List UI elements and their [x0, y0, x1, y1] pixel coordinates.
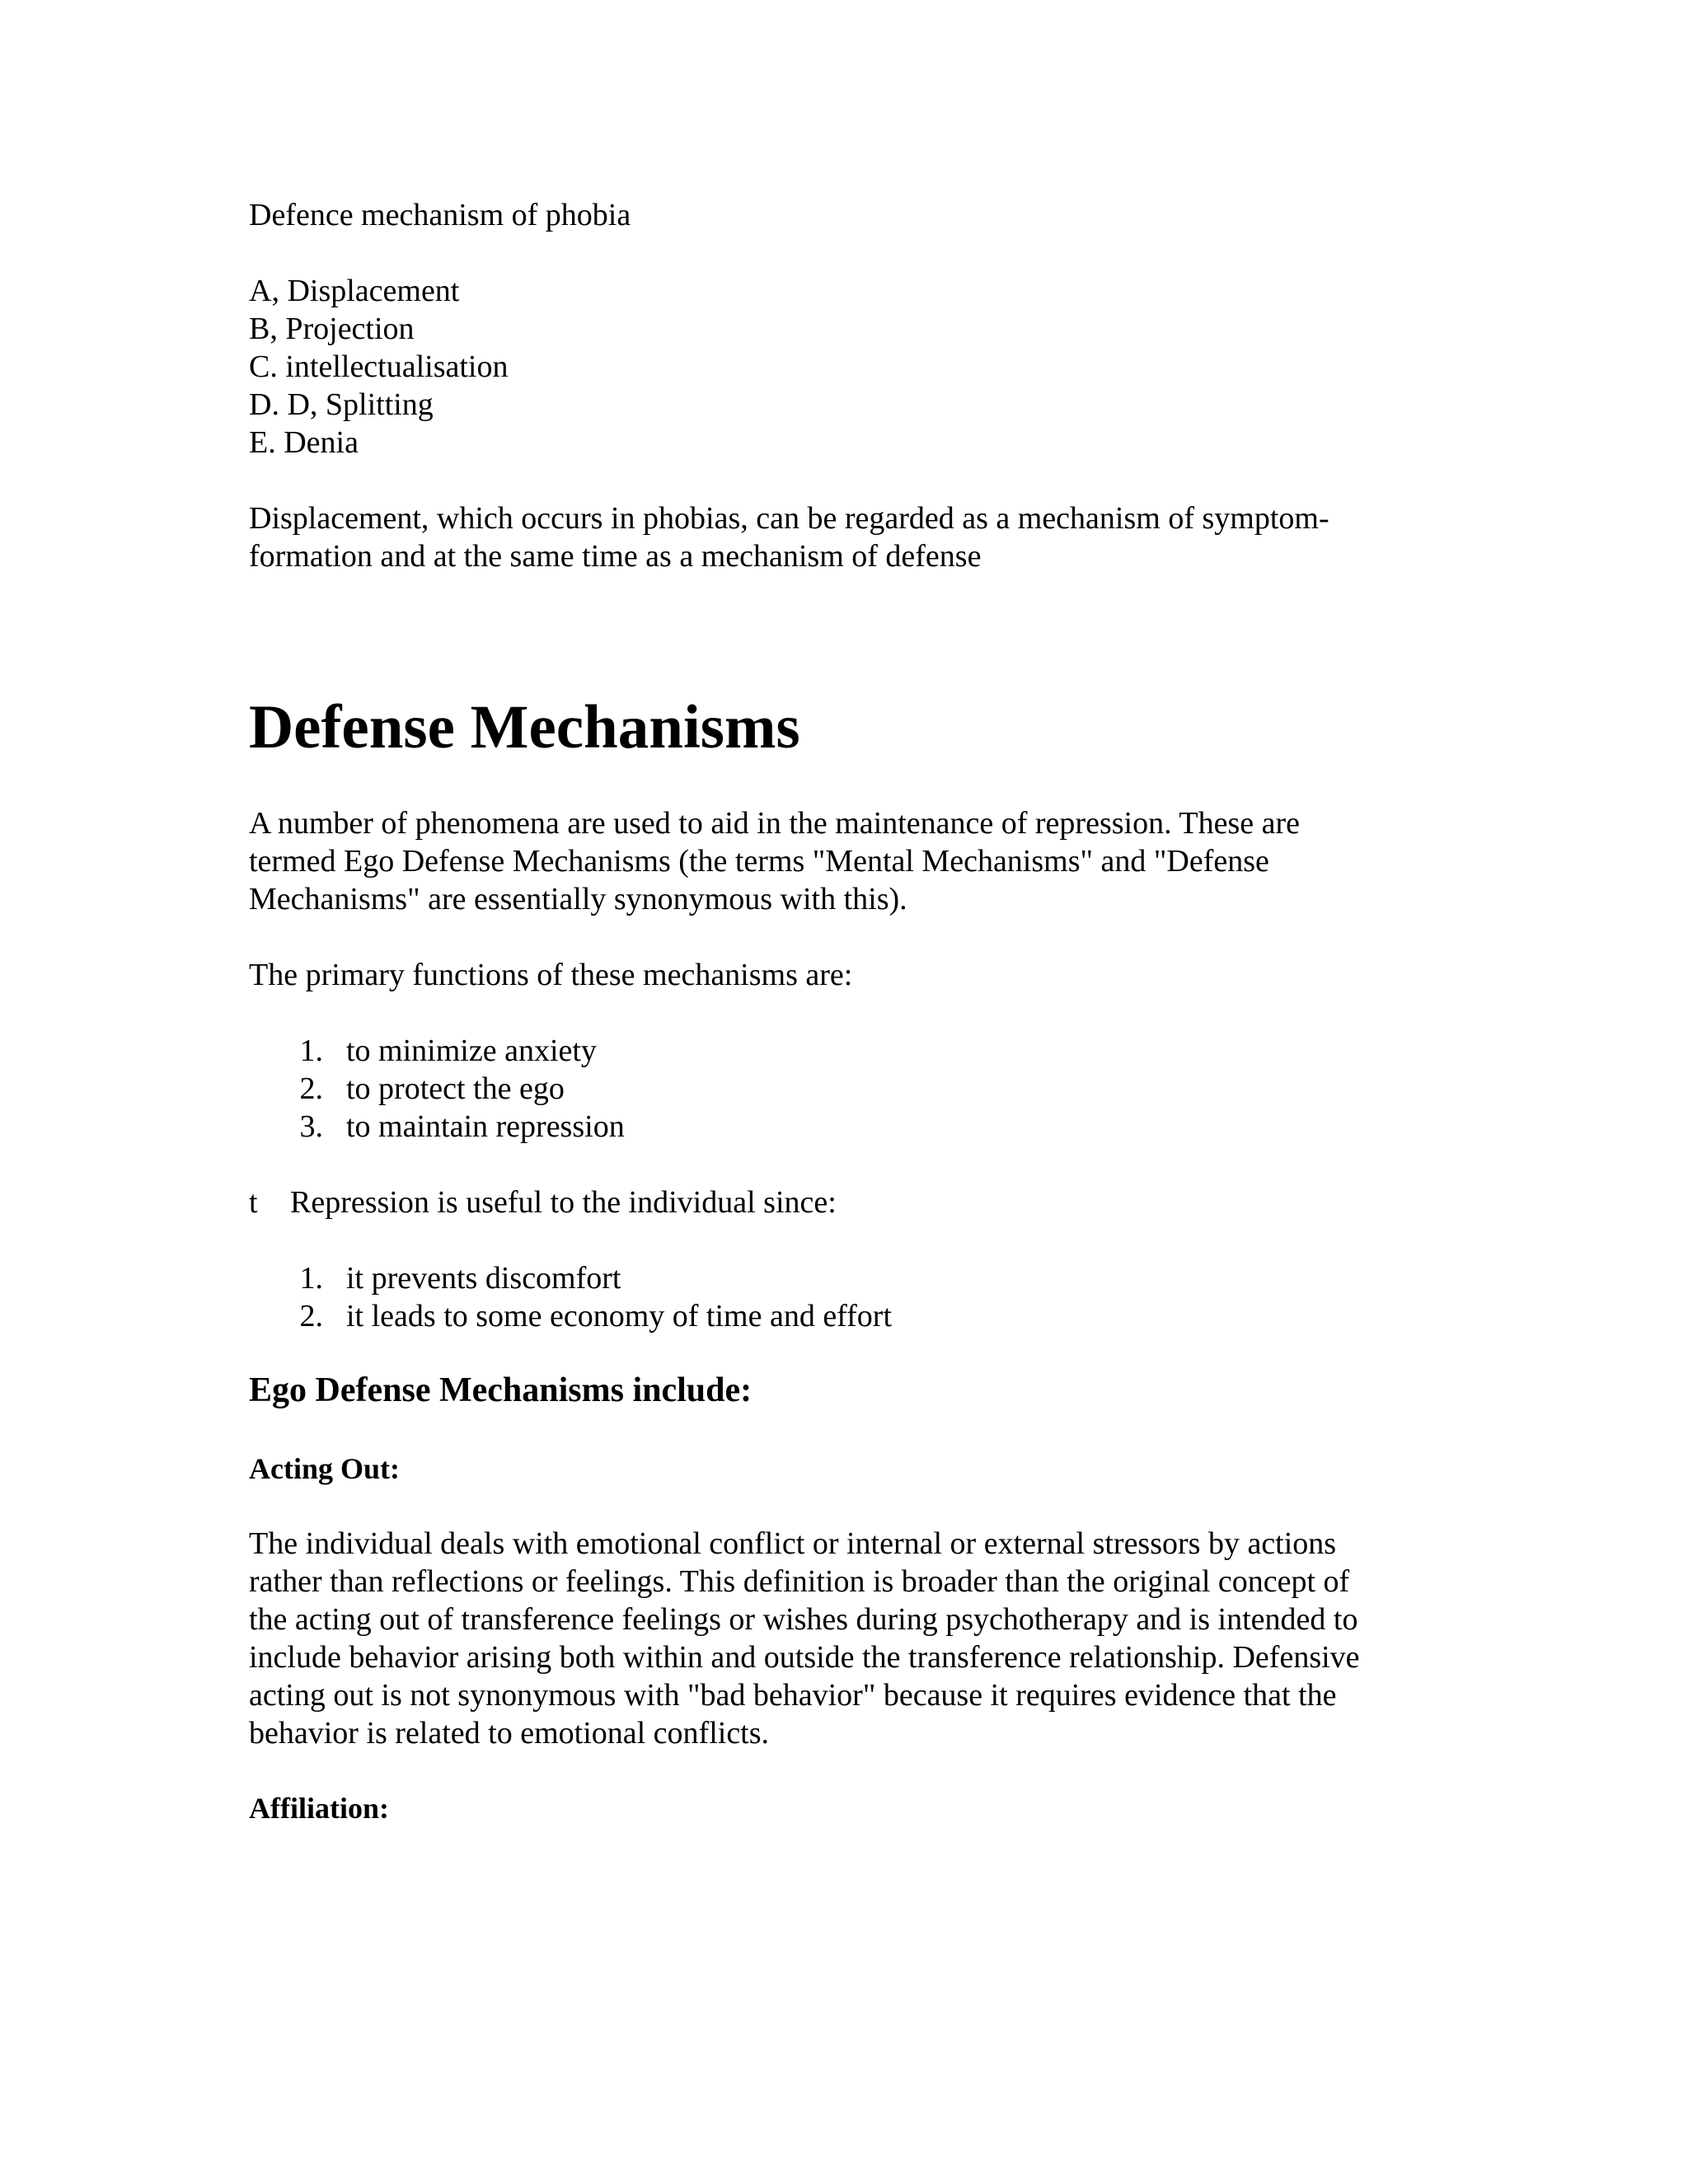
functions-item: to maintain repression: [346, 1109, 625, 1144]
intro-line: A number of phenomena are used to aid in the maintenance of repression. These are: [249, 806, 1301, 841]
intro-line: Mechanisms" are essentially synonymous with this).: [249, 882, 907, 916]
functions-item: to protect the ego: [346, 1071, 565, 1106]
acting-out-line: acting out is not synonymous with "bad behavior" because it requires evidence that the: [249, 1678, 1337, 1713]
subheading: Ego Defense Mechanisms include:: [249, 1371, 753, 1409]
question-title: Defence mechanism of phobia: [249, 198, 631, 232]
intro-line: termed Ego Defense Mechanisms (the terms "Mental Mechanisms" and "Defense: [249, 844, 1269, 879]
term-heading-affiliation: Affiliation:: [249, 1792, 389, 1825]
option-b: B, Projection: [249, 312, 415, 346]
acting-out-line: behavior is related to emotional conflicts.: [249, 1716, 770, 1750]
functions-item-number: 1.: [299, 1033, 323, 1068]
repression-bullet: t: [249, 1185, 258, 1220]
option-d: D. D, Splitting: [249, 387, 434, 422]
repression-item: it leads to some economy of time and effort: [346, 1299, 893, 1333]
functions-item: to minimize anxiety: [346, 1033, 597, 1068]
option-a: A, Displacement: [249, 274, 460, 308]
repression-item-number: 2.: [299, 1299, 323, 1333]
repression-item: it prevents discomfort: [346, 1261, 621, 1296]
option-c: C. intellectualisation: [249, 349, 509, 384]
acting-out-line: the acting out of transference feelings or wishes during psychotherapy and is intended to: [249, 1602, 1358, 1637]
section-heading: Defense Mechanisms: [249, 693, 800, 762]
term-heading-acting-out: Acting Out:: [249, 1452, 400, 1485]
explanation-line: formation and at the same time as a mechanism of defense: [249, 539, 982, 574]
acting-out-line: include behavior arising both within and outside the transference relationship. Defensive: [249, 1640, 1360, 1675]
option-e: E. Denia: [249, 425, 359, 460]
acting-out-line: rather than reflections or feelings. This definition is broader than the original concept of: [249, 1564, 1350, 1599]
explanation-line: Displacement, which occurs in phobias, can be regarded as a mechanism of symptom-: [249, 501, 1329, 536]
functions-item-number: 3.: [299, 1109, 323, 1144]
repression-item-number: 1.: [299, 1261, 323, 1296]
acting-out-line: The individual deals with emotional conflict or internal or external stressors by actions: [249, 1526, 1337, 1561]
repression-lead: Repression is useful to the individual since:: [290, 1185, 837, 1220]
functions-item-number: 2.: [299, 1071, 323, 1106]
functions-lead: The primary functions of these mechanisms are:: [249, 958, 853, 992]
